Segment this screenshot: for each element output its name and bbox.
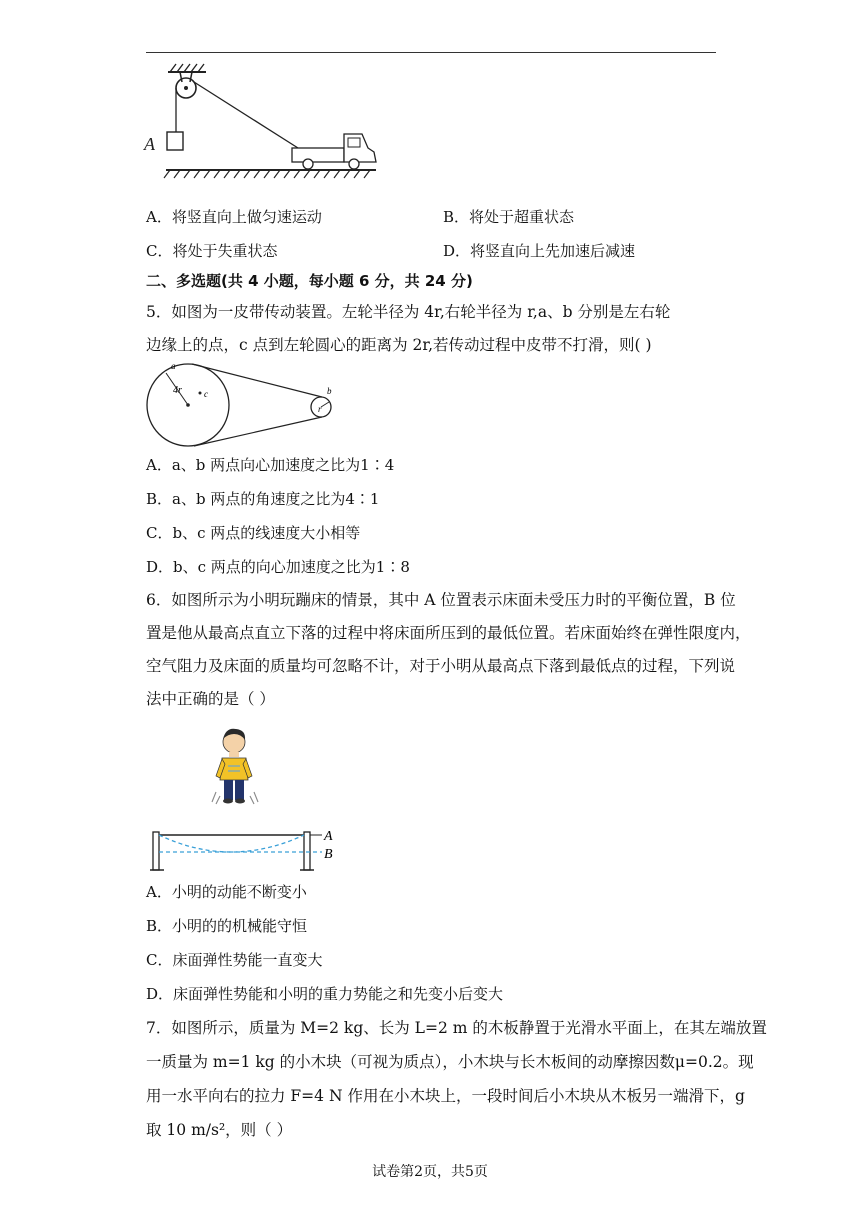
point-c-label: c [204, 389, 208, 399]
q6-option-d: D．床面弹性势能和小明的重力势能之和先变小后变大 [146, 985, 504, 1003]
trampoline-figure [146, 722, 356, 872]
q6-stem-line3: 空气阻力及床面的质量均可忽略不计，对于小明从最高点下落到最低点的过程，下列说 [146, 657, 736, 675]
q4-option-d: D．将竖直向上先加速后减速 [443, 242, 636, 260]
q5-option-c: C．b、c 两点的线速度大小相等 [146, 524, 361, 542]
q7-stem-line2: 一质量为 m=1 kg 的小木块（可视为质点），小木块与长木板间的动摩擦因数μ=0.2。现 [146, 1053, 754, 1071]
belt-drive-figure [144, 360, 344, 454]
q5-option-a: A．a、b 两点向心加速度之比为1∶4 [146, 456, 395, 474]
pulley-truck-figure [140, 60, 390, 185]
header-rule [146, 52, 716, 53]
radius-r-label: r [318, 404, 322, 414]
q6-option-c: C．床面弹性势能一直变大 [146, 951, 323, 969]
q6-stem-line2: 置是他从最高点直立下落的过程中将床面所压到的最低位置。若床面始终在弹性限度内， [146, 624, 751, 642]
level-a-label: A [324, 829, 333, 844]
q6-option-a: A．小明的动能不断变小 [146, 883, 307, 901]
page-footer: 试卷第2页，共5页 [372, 1164, 488, 1180]
q5-stem-line1: 5．如图为一皮带传动装置。左轮半径为 4r,右轮半径为 r,a、b 分别是左右轮 [146, 303, 671, 321]
q6-option-b: B．小明的的机械能守恒 [146, 917, 308, 935]
section-title-multi-choice: 二、多选题(共 4 小题，每小题 6 分，共 24 分) [146, 272, 473, 290]
block-label-a: A [144, 134, 155, 154]
q7-stem-line1: 7．如图所示，质量为 M=2 kg、长为 L=2 m 的木板静置于光滑水平面上，在其左端放置 [146, 1019, 767, 1037]
q7-stem-line4: 取 10 m/s²，则（ ） [146, 1121, 293, 1139]
q6-stem-line4: 法中正确的是（ ） [146, 690, 275, 708]
q4-option-b: B．将处于超重状态 [443, 208, 575, 226]
q4-option-a: A．将竖直向上做匀速运动 [146, 208, 322, 226]
q6-stem-line1: 6．如图所示为小明玩蹦床的情景，其中 A 位置表示床面未受压力时的平衡位置，B 位 [146, 591, 736, 609]
q4-option-c: C．将处于失重状态 [146, 242, 278, 260]
q5-option-b: B．a、b 两点的角速度之比为4∶1 [146, 490, 380, 508]
level-b-label: B [324, 847, 333, 862]
point-a-label: a [171, 361, 176, 371]
q5-option-d: D．b、c 两点的向心加速度之比为1∶8 [146, 558, 410, 576]
point-b-label: b [327, 386, 332, 396]
q7-stem-line3: 用一水平向右的拉力 F=4 N 作用在小木块上，一段时间后小木块从木板另一端滑下，g [146, 1087, 745, 1105]
q5-stem-line2: 边缘上的点，c 点到左轮圆心的距离为 2r,若传动过程中皮带不打滑，则( ) [146, 336, 652, 354]
radius-4r-label: 4r [173, 385, 182, 396]
